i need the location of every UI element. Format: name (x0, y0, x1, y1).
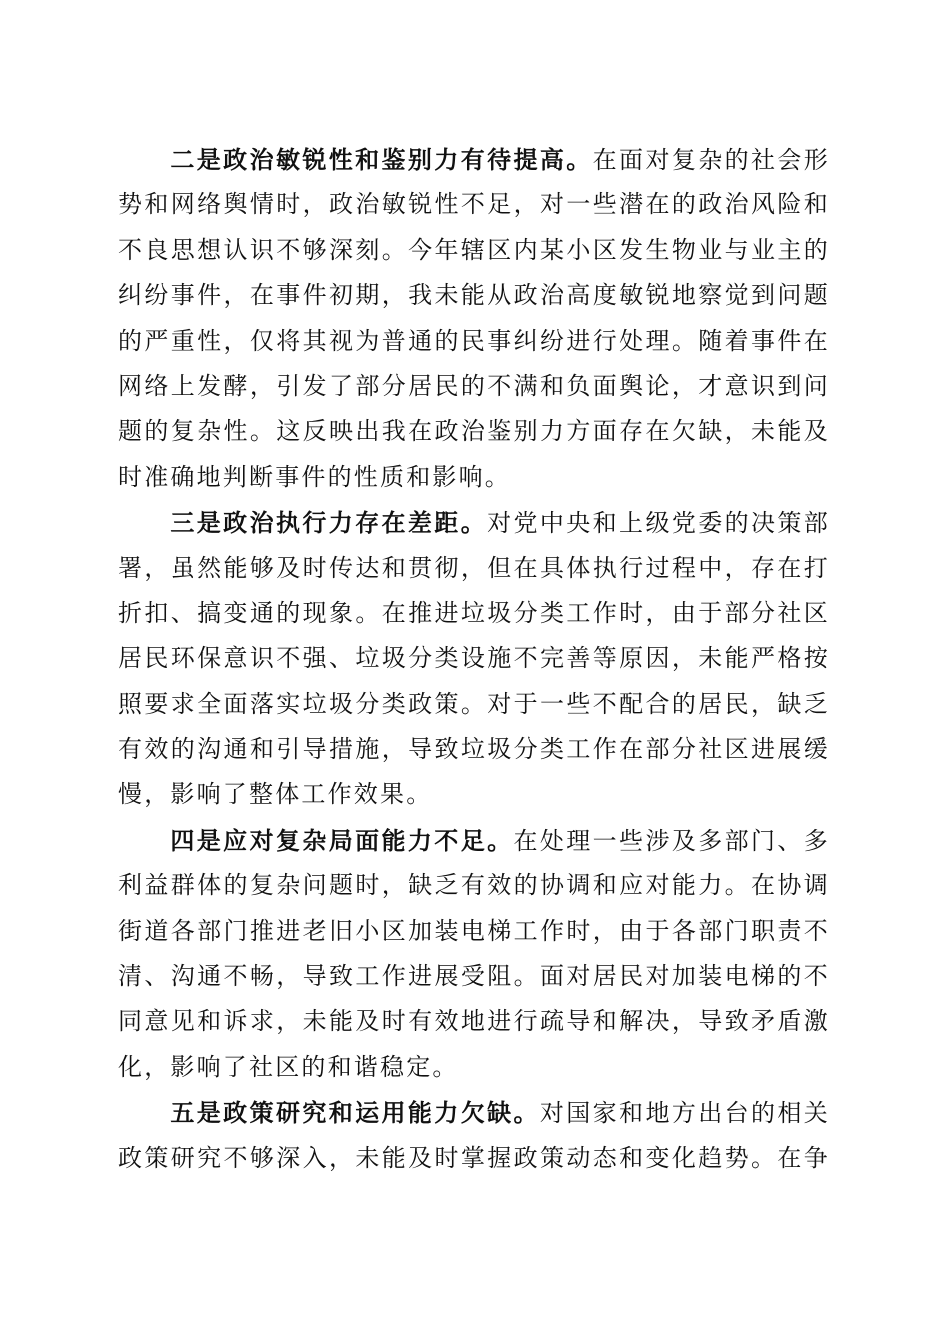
paragraph-heading: 二是政治敏锐性和鉴别力有待提高。 (170, 145, 593, 174)
paragraph-line: 不良思想认识不够深刻。今年辖区内某小区发生物业与业主的 (118, 235, 830, 264)
document-body (118, 137, 830, 1181)
paragraph-line: 街道各部门推进老旧小区加装电梯工作时，由于各部门职责不 (118, 916, 830, 945)
paragraph-last-line: 慢，影响了整体工作效果。 (118, 780, 433, 809)
paragraph-political-execution (118, 500, 830, 818)
paragraph-line: 利益群体的复杂问题时，缺乏有效的协调和应对能力。在协调 (118, 871, 830, 900)
paragraph-last-line: 时准确地判断事件的性质和影响。 (118, 462, 511, 491)
paragraph-first-line (118, 818, 830, 863)
paragraph-last-line: 化，影响了社区的和谐稳定。 (118, 1052, 459, 1081)
paragraph-first-line (118, 500, 830, 545)
paragraph-line: 有效的沟通和引导措施，导致垃圾分类工作在部分社区进展缓 (118, 735, 830, 764)
paragraph-line: 的严重性，仅将其视为普通的民事纠纷进行处理。随着事件在 (118, 326, 830, 355)
paragraph-complex-situations (118, 818, 830, 1090)
paragraph-political-sensitivity (118, 137, 830, 500)
paragraph-line: 纠纷事件，在事件初期，我未能从政治高度敏锐地察觉到问题 (118, 281, 830, 310)
paragraph-line: 折扣、搞变通的现象。在推进垃圾分类工作时，由于部分社区 (118, 598, 830, 627)
paragraph-first-line-text: 在面对复杂的社会形 (592, 146, 830, 174)
paragraph-line: 居民环保意识不强、垃圾分类设施不完善等原因，未能严格按 (118, 644, 830, 673)
paragraph-line: 清、沟通不畅，导致工作进展受阻。面对居民对加装电梯的不 (118, 962, 830, 991)
paragraph-line: 同意见和诉求，未能及时有效地进行疏导和解决，导致矛盾激 (118, 1007, 830, 1036)
paragraph-policy-research (118, 1090, 830, 1181)
paragraph-first-line-text: 对国家和地方出台的相关 (539, 1099, 830, 1128)
paragraph-line: 网络上发酵，引发了部分居民的不满和负面舆论，才意识到问 (118, 371, 830, 400)
paragraph-heading: 四是应对复杂局面能力不足。 (170, 825, 514, 855)
paragraph-line: 署，虽然能够及时传达和贯彻，但在具体执行过程中，存在打 (118, 553, 830, 582)
paragraph-heading: 三是政治执行力存在差距。 (170, 508, 488, 538)
paragraph-first-line-text: 在处理一些涉及多部门、多 (513, 826, 830, 855)
paragraph-first-line (118, 137, 830, 182)
paragraph-line: 题的复杂性。这反映出我在政治鉴别力方面存在欠缺，未能及 (118, 417, 830, 446)
paragraph-heading: 五是政策研究和运用能力欠缺。 (170, 1098, 540, 1128)
paragraph-first-line (118, 1090, 830, 1135)
paragraph-line: 政策研究不够深入，未能及时掌握政策动态和变化趋势。在争 (118, 1143, 830, 1172)
paragraph-line: 照要求全面落实垃圾分类政策。对于一些不配合的居民，缺乏 (118, 689, 830, 718)
paragraph-first-line-text: 对党中央和上级党委的决策部 (487, 509, 830, 538)
paragraph-line: 势和网络舆情时，政治敏锐性不足，对一些潜在的政治风险和 (118, 190, 830, 219)
